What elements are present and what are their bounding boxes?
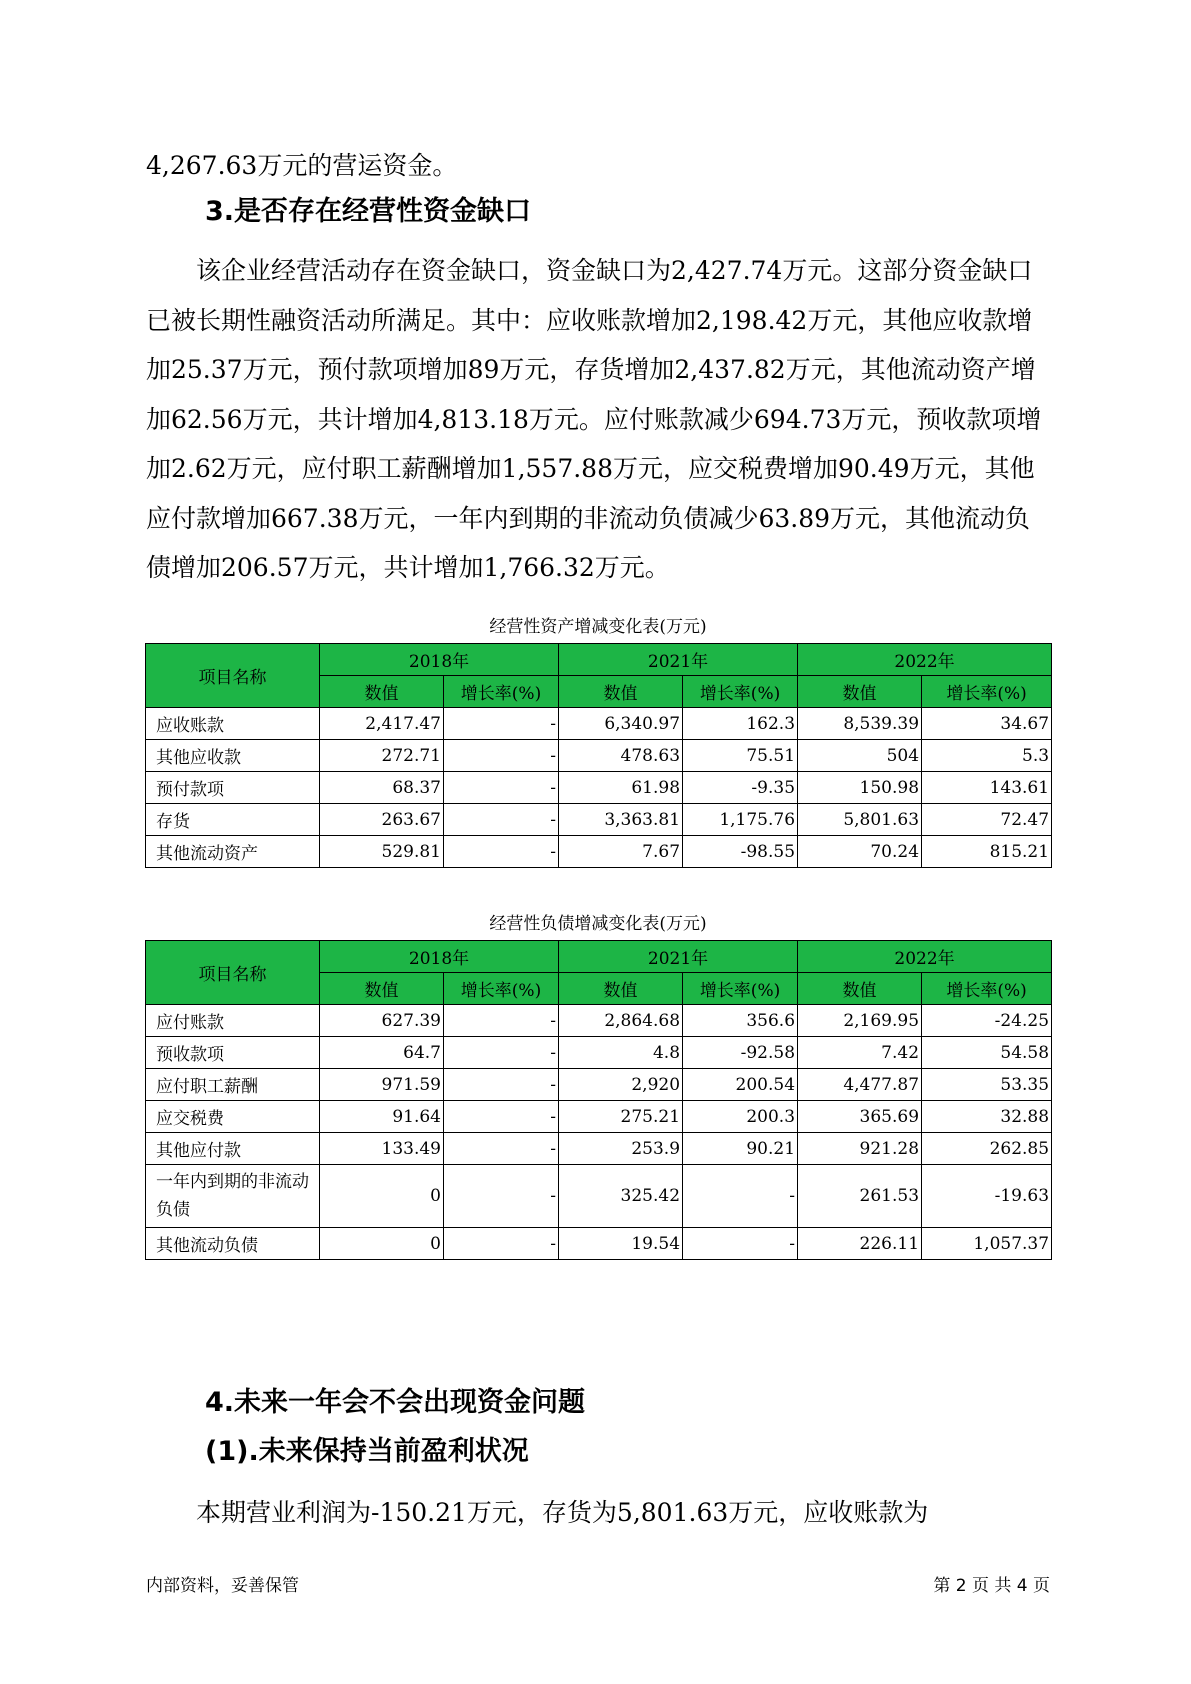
growth-cell-2021: 90.21 — [683, 1133, 798, 1165]
row-item-name: 其他流动负债 — [146, 1228, 320, 1260]
header-year-2021: 2021年 — [559, 941, 798, 973]
table-row — [146, 772, 1052, 804]
growth-cell-2018: - — [444, 1101, 559, 1133]
value-cell-2022: 921.28 — [798, 1133, 922, 1165]
growth-cell-2022: 5.3 — [922, 740, 1052, 772]
section-3-paragraph: 该企业经营活动存在资金缺口，资金缺口为2,427.74万元。这部分资金缺口已被长期性融资活动所满足。其中：应收账款增加2,198.42万元，其他应收款增加25.37万元，预付款项增加89万元，存货增加2,437.82万元，其他流动资产增加62.56万元，共计增加4,813.18万元。应付账款减少694.73万元，预收款项增加2.62万元，应付职工薪酬增加1,557.88万元，应交税费增加90.49万元，其他应付款增加667.38万元，一年内到期的非流动负债减少63.89万元，其他流动负债增加206.57万元，共计增加1,766.32万元。 — [146, 256, 1042, 582]
assets-table-body — [146, 708, 1052, 868]
growth-cell-2018: - — [444, 708, 559, 740]
value-cell-2018: 627.39 — [320, 1005, 444, 1037]
growth-cell-2018: - — [444, 740, 559, 772]
value-cell-2022: 2,169.95 — [798, 1005, 922, 1037]
header-item-name: 项目名称 — [146, 644, 320, 708]
value-cell-2018: 0 — [320, 1165, 444, 1228]
header-growth: 增长率(%) — [922, 973, 1052, 1005]
value-cell-2021: 3,363.81 — [559, 804, 683, 836]
table-row — [146, 836, 1052, 868]
growth-cell-2022: 815.21 — [922, 836, 1052, 868]
growth-cell-2018: - — [444, 1069, 559, 1101]
row-item-name: 应收账款 — [146, 708, 320, 740]
row-item-name: 存货 — [146, 804, 320, 836]
value-cell-2021: 6,340.97 — [559, 708, 683, 740]
value-cell-2022: 70.24 — [798, 836, 922, 868]
header-value: 数值 — [798, 676, 922, 708]
table-row — [146, 1228, 1052, 1260]
footer-page-number: 第 2 页 共 4 页 — [933, 1576, 1050, 1596]
header-growth: 增长率(%) — [444, 676, 559, 708]
value-cell-2018: 133.49 — [320, 1133, 444, 1165]
growth-cell-2021: -98.55 — [683, 836, 798, 868]
section-4-subheading: (1).未来保持当前盈利状况 — [205, 1436, 529, 1467]
value-cell-2021: 325.42 — [559, 1165, 683, 1228]
growth-cell-2018: - — [444, 836, 559, 868]
header-value: 数值 — [320, 973, 444, 1005]
growth-cell-2022: 143.61 — [922, 772, 1052, 804]
liabilities-table-body — [146, 1005, 1052, 1260]
growth-cell-2021: 200.54 — [683, 1069, 798, 1101]
value-cell-2021: 478.63 — [559, 740, 683, 772]
growth-cell-2021: - — [683, 1165, 798, 1228]
row-item-name: 一年内到期的非流动负债 — [146, 1165, 320, 1228]
growth-cell-2018: - — [444, 1228, 559, 1260]
assets-table — [145, 643, 1052, 868]
growth-cell-2022: -24.25 — [922, 1005, 1052, 1037]
value-cell-2021: 19.54 — [559, 1228, 683, 1260]
header-value: 数值 — [559, 676, 683, 708]
value-cell-2022: 504 — [798, 740, 922, 772]
growth-cell-2021: - — [683, 1228, 798, 1260]
intro-line: 4,267.63万元的营运资金。 — [146, 151, 458, 180]
value-cell-2018: 68.37 — [320, 772, 444, 804]
value-cell-2021: 2,920 — [559, 1069, 683, 1101]
value-cell-2018: 272.71 — [320, 740, 444, 772]
growth-cell-2018: - — [444, 1165, 559, 1228]
header-growth: 增长率(%) — [444, 973, 559, 1005]
table-row — [146, 708, 1052, 740]
value-cell-2021: 253.9 — [559, 1133, 683, 1165]
header-year-2022: 2022年 — [798, 941, 1052, 973]
value-cell-2018: 64.7 — [320, 1037, 444, 1069]
growth-cell-2022: 1,057.37 — [922, 1228, 1052, 1260]
table-row — [146, 1069, 1052, 1101]
header-growth: 增长率(%) — [683, 676, 798, 708]
row-item-name: 其他流动资产 — [146, 836, 320, 868]
table-row — [146, 804, 1052, 836]
footer-confidential-note: 内部资料，妥善保管 — [146, 1576, 299, 1596]
value-cell-2022: 4,477.87 — [798, 1069, 922, 1101]
header-growth: 增长率(%) — [922, 676, 1052, 708]
table-row — [146, 1133, 1052, 1165]
header-year-2021: 2021年 — [559, 644, 798, 676]
table-row — [146, 1005, 1052, 1037]
row-item-name: 预收款项 — [146, 1037, 320, 1069]
value-cell-2021: 7.67 — [559, 836, 683, 868]
header-value: 数值 — [559, 973, 683, 1005]
value-cell-2022: 261.53 — [798, 1165, 922, 1228]
value-cell-2018: 91.64 — [320, 1101, 444, 1133]
value-cell-2018: 971.59 — [320, 1069, 444, 1101]
section-4-paragraph: 本期营业利润为-150.21万元，存货为5,801.63万元，应收账款为 — [196, 1498, 929, 1527]
value-cell-2018: 263.67 — [320, 804, 444, 836]
growth-cell-2021: -92.58 — [683, 1037, 798, 1069]
row-item-name: 其他应付款 — [146, 1133, 320, 1165]
growth-cell-2021: 200.3 — [683, 1101, 798, 1133]
header-growth: 增长率(%) — [683, 973, 798, 1005]
growth-cell-2022: 72.47 — [922, 804, 1052, 836]
value-cell-2022: 226.11 — [798, 1228, 922, 1260]
row-item-name: 其他应收款 — [146, 740, 320, 772]
section-4-heading: 4.未来一年会不会出现资金问题 — [205, 1387, 586, 1418]
row-item-name: 预付款项 — [146, 772, 320, 804]
table-row — [146, 1037, 1052, 1069]
header-item-name: 项目名称 — [146, 941, 320, 1005]
liabilities-table — [145, 940, 1052, 1260]
value-cell-2022: 7.42 — [798, 1037, 922, 1069]
growth-cell-2021: 162.3 — [683, 708, 798, 740]
liabilities-table-caption: 经营性负债增减变化表(万元) — [489, 914, 707, 934]
assets-table-caption: 经营性资产增减变化表(万元) — [489, 617, 707, 637]
table-row — [146, 1101, 1052, 1133]
growth-cell-2022: 32.88 — [922, 1101, 1052, 1133]
growth-cell-2018: - — [444, 1005, 559, 1037]
header-year-2018: 2018年 — [320, 941, 559, 973]
table-row — [146, 1165, 1052, 1228]
value-cell-2018: 529.81 — [320, 836, 444, 868]
value-cell-2022: 8,539.39 — [798, 708, 922, 740]
growth-cell-2021: 75.51 — [683, 740, 798, 772]
row-item-name: 应付账款 — [146, 1005, 320, 1037]
section-3-heading: 3.是否存在经营性资金缺口 — [205, 196, 532, 227]
header-year-2022: 2022年 — [798, 644, 1052, 676]
value-cell-2021: 61.98 — [559, 772, 683, 804]
value-cell-2022: 365.69 — [798, 1101, 922, 1133]
growth-cell-2018: - — [444, 804, 559, 836]
value-cell-2022: 150.98 — [798, 772, 922, 804]
growth-cell-2022: 262.85 — [922, 1133, 1052, 1165]
row-item-name: 应付职工薪酬 — [146, 1069, 320, 1101]
growth-cell-2022: 34.67 — [922, 708, 1052, 740]
growth-cell-2022: 54.58 — [922, 1037, 1052, 1069]
value-cell-2021: 4.8 — [559, 1037, 683, 1069]
growth-cell-2018: - — [444, 1037, 559, 1069]
growth-cell-2018: - — [444, 1133, 559, 1165]
growth-cell-2022: 53.35 — [922, 1069, 1052, 1101]
growth-cell-2021: 1,175.76 — [683, 804, 798, 836]
growth-cell-2022: -19.63 — [922, 1165, 1052, 1228]
header-value: 数值 — [320, 676, 444, 708]
growth-cell-2018: - — [444, 772, 559, 804]
row-item-name: 应交税费 — [146, 1101, 320, 1133]
growth-cell-2021: 356.6 — [683, 1005, 798, 1037]
value-cell-2021: 275.21 — [559, 1101, 683, 1133]
value-cell-2021: 2,864.68 — [559, 1005, 683, 1037]
growth-cell-2021: -9.35 — [683, 772, 798, 804]
table-row — [146, 740, 1052, 772]
value-cell-2018: 2,417.47 — [320, 708, 444, 740]
header-value: 数值 — [798, 973, 922, 1005]
header-year-2018: 2018年 — [320, 644, 559, 676]
value-cell-2018: 0 — [320, 1228, 444, 1260]
value-cell-2022: 5,801.63 — [798, 804, 922, 836]
